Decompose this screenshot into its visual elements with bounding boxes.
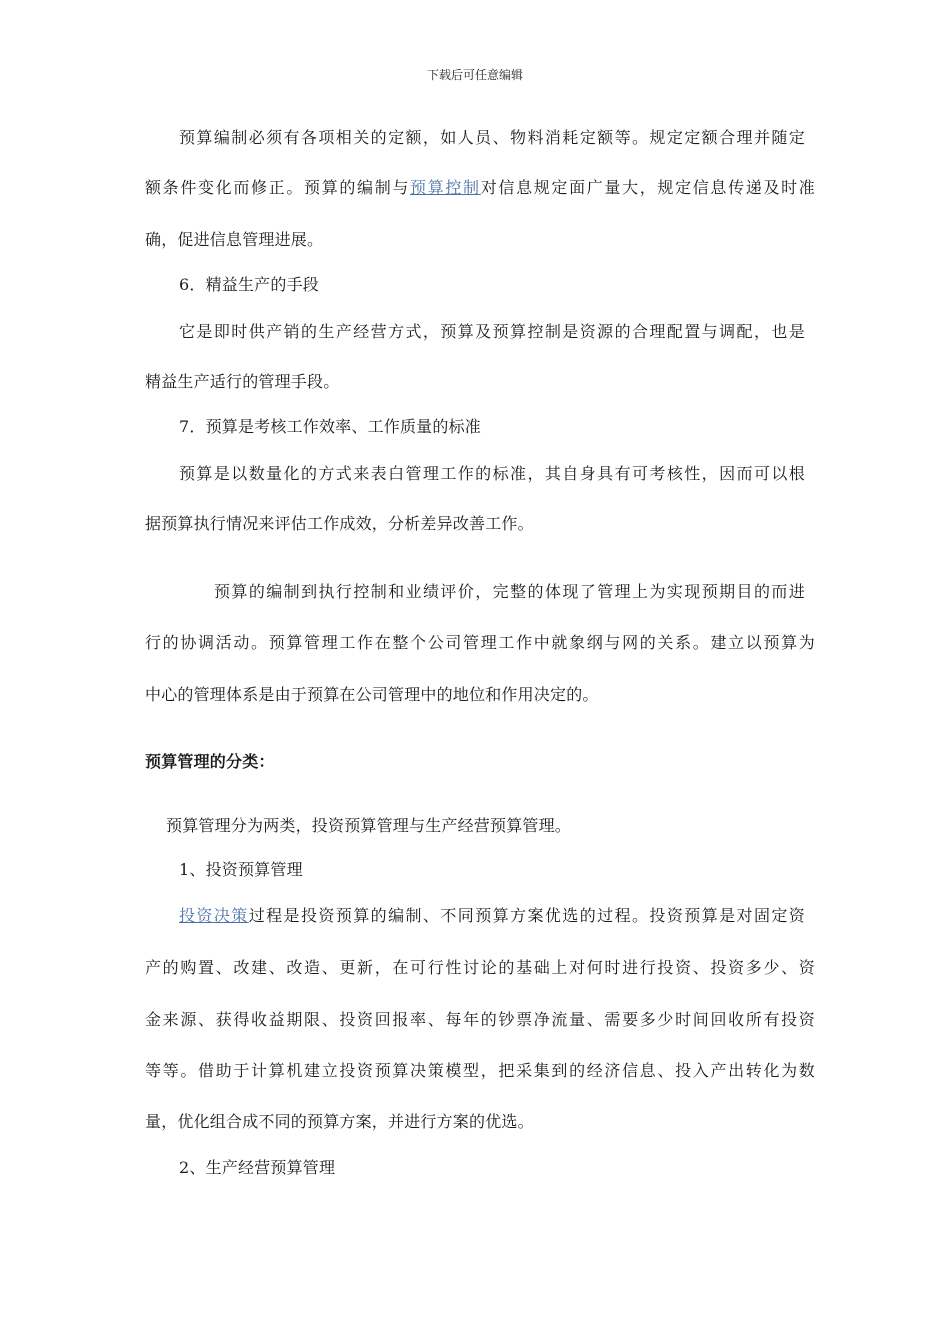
page-header: 下载后可任意编辑 bbox=[426, 68, 523, 82]
paragraph-line: 产的购置、改建、改造、更新，在可行性讨论的基础上对何时进行投资、投资多少、资 bbox=[145, 958, 815, 977]
text-segment: 额条件变化而修正。预算的编制与 bbox=[145, 178, 411, 197]
paragraph-line: 中心的管理体系是由于预算在公司管理中的地位和作用决定的。 bbox=[145, 685, 599, 704]
paragraph-line bbox=[145, 177, 815, 199]
paragraph-line: 预算管理分为两类，投资预算管理与生产经营预算管理。 bbox=[166, 816, 572, 835]
paragraph-line: 它是即时供产销的生产经营方式，预算及预算控制是资源的合理配置与调配，也是 bbox=[179, 322, 805, 341]
text-segment: 过程是投资预算的编制、不同预算方案优选的过程。投资预算是对固定资 bbox=[248, 906, 805, 925]
paragraph-line: 预算是以数量化的方式来表白管理工作的标准，其自身具有可考核性，因而可以根 bbox=[179, 464, 805, 483]
item-heading-7: 7．预算是考核工作效率、工作质量的标准 bbox=[179, 417, 481, 436]
paragraph-line: 据预算执行情况来评估工作成效，分析差异改善工作。 bbox=[145, 514, 534, 533]
paragraph-line: 量，优化组合成不同的预算方案，并进行方案的优选。 bbox=[145, 1112, 534, 1131]
item-heading-6: 6．精益生产的手段 bbox=[179, 275, 319, 294]
text-segment: 对信息规定面广量大，规定信息传递及时准 bbox=[480, 178, 815, 197]
paragraph-line: 金来源、获得收益期限、投资回报率、每年的钞票净流量、需要多少时间回收所有投资 bbox=[145, 1010, 815, 1029]
paragraph-line: 精益生产适行的管理手段。 bbox=[145, 372, 340, 391]
sub-heading-1: 1、投资预算管理 bbox=[179, 860, 303, 879]
paragraph-line bbox=[179, 905, 805, 927]
paragraph-line: 确，促进信息管理进展。 bbox=[145, 230, 324, 249]
paragraph-line: 预算的编制到执行控制和业绩评价，完整的体现了管理上为实现预期目的而进 bbox=[214, 582, 805, 601]
section-title: 预算管理的分类： bbox=[145, 752, 275, 771]
sub-heading-2: 2、生产经营预算管理 bbox=[179, 1158, 336, 1177]
paragraph-line: 行的协调活动。预算管理工作在整个公司管理工作中就象纲与网的关系。建立以预算为 bbox=[145, 633, 815, 652]
paragraph-line: 预算编制必须有各项相关的定额，如人员、物料消耗定额等。规定定额合理并随定 bbox=[179, 128, 805, 147]
investment-decision-link[interactable]: 投资决策 bbox=[179, 906, 249, 925]
paragraph-line: 等等。借助于计算机建立投资预算决策模型，把采集到的经济信息、投入产出转化为数 bbox=[145, 1061, 815, 1080]
budget-control-link[interactable]: 预算控制 bbox=[410, 178, 481, 197]
